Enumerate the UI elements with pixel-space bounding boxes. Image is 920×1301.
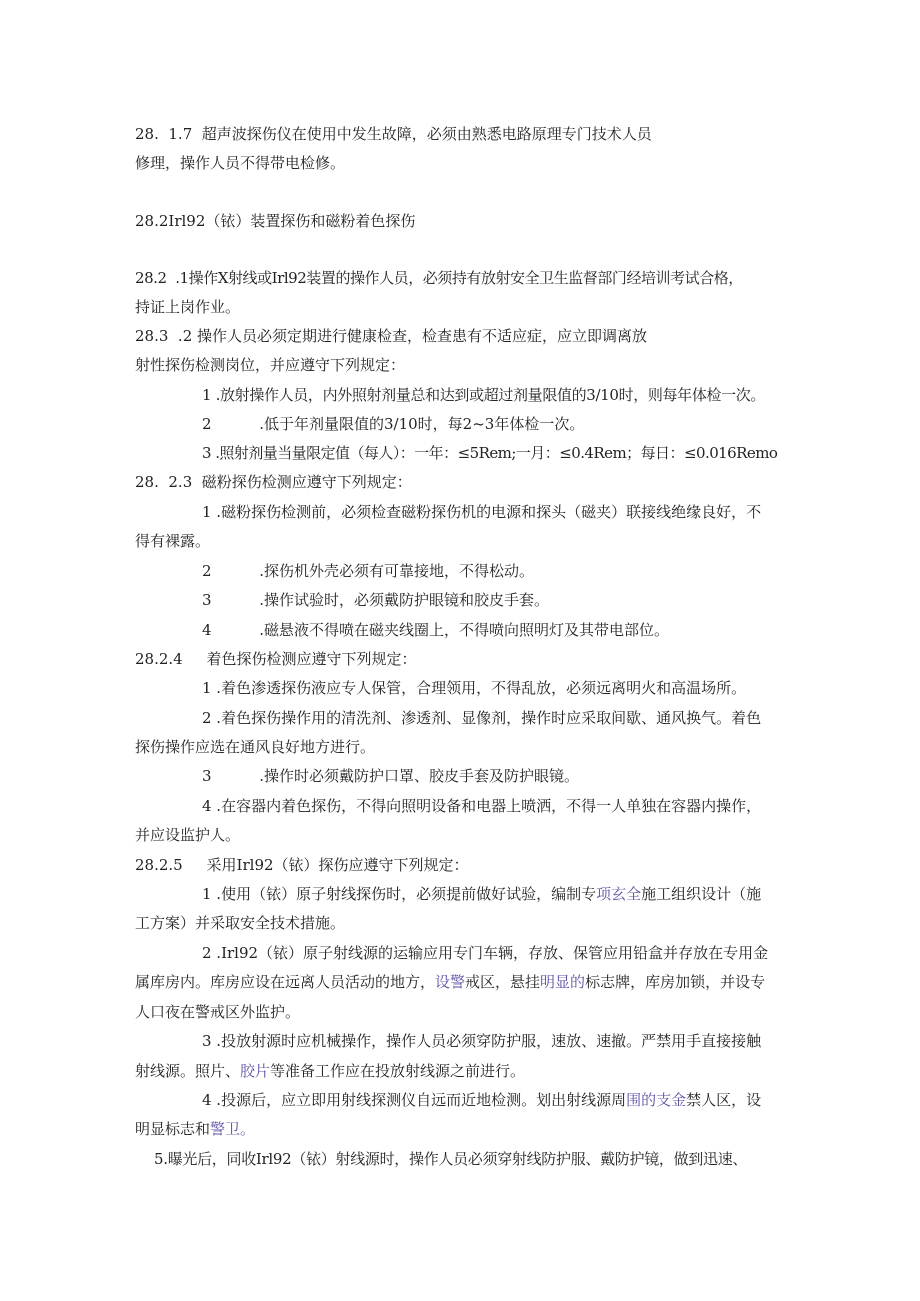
list-item: 3 .投放射源时应机械操作，操作人员必须穿防护服，速放、速撤。严禁用手直接接触 <box>202 1032 762 1050</box>
section-heading: 28. 2.3 磁粉探伤检测应遵守下列规定： <box>135 473 412 491</box>
section-heading: 28.2Irl92（铱）装置探伤和磁粉着色探伤 <box>135 212 416 230</box>
text-line: 工方案）并采取安全技术措施。 <box>135 914 346 932</box>
text-line: 28.2 .1操作X射线或Irl92装置的操作人员，必须持有放射安全卫生监督部门经培训考试合格， <box>135 269 743 287</box>
list-item: 1 .使用（铱）原子射线探伤时，必须提前做好试验，编制专项玄全施工组织设计（施 <box>202 885 762 903</box>
text-line: 得有裸露。 <box>135 532 211 550</box>
list-item: 2 .Irl92（铱）原子射线源的运输应用专门车辆，存放、保管应用铅盒并存放在专用金 <box>202 944 769 962</box>
list-item: 2 .着色探伤操作用的清洗剂、渗透剂、显像剂，操作时应采取间歇、通风换气。着色 <box>202 709 762 727</box>
text-line: 射性探伤检测岗位，并应遵守下列规定： <box>135 356 406 374</box>
list-item: 1 .磁粉探伤检测前，必须检查磁粉探伤机的电源和探头（磁夹）联接线绝缘良好，不 <box>202 503 762 521</box>
text-line: 28.3 .2 操作人员必须定期进行健康检查，检查患有不适应症，应立即调离放 <box>135 327 648 345</box>
text-line: 人口夜在警戒区外监护。 <box>135 1003 301 1021</box>
text-line: 28. 1.7 超声波探伤仪在使用中发生故障，必须由熟悉电路原理专门技术人员 <box>135 125 652 143</box>
text-line: 属库房内。库房应设在远离人员活动的地方，设警戒区，悬挂明显的标志牌，库房加锁，并设专 <box>135 973 766 991</box>
text-line: 并应设监护人。 <box>135 826 241 844</box>
text-line: 射线源。照片、胶片等准备工作应在投放射线源之前进行。 <box>135 1062 526 1080</box>
list-item: 4 .在容器内着色探伤，不得向照明设备和电器上喷洒，不得一人单独在容器内操作， <box>202 797 762 815</box>
list-item: 3 .照射剂量当量限定值（每人）：一年：≤5Rem;一月：≤0.4Rem；每日：≤0.016Remo <box>202 444 778 462</box>
list-item: 3 .操作试验时，必须戴防护眼镜和胶皮手套。 <box>202 591 549 609</box>
section-heading: 28.2.4 着色探伤检测应遵守下列规定： <box>135 650 417 668</box>
list-item: 2 .低于年剂量限值的3/10时，每2~3年体检一次。 <box>202 415 585 433</box>
list-item: 1 .着色渗透探伤液应专人保管，合理领用，不得乱放，必须远离明火和高温场所。 <box>202 679 747 697</box>
list-item: 5.曝光后，同收Irl92（铱）射线源时，操作人员必须穿射线防护服、戴防护镜，做到迅速、 <box>154 1150 748 1168</box>
list-item: 4 .磁悬液不得喷在磁夹线圈上，不得喷向照明灯及其带电部位。 <box>202 621 669 639</box>
list-item: 4 .投源后，应立即用射线探测仪自远而近地检测。划出射线源周围的支金禁人区，设 <box>202 1091 762 1109</box>
text-line: 明显标志和警卫。 <box>135 1120 256 1138</box>
text-line: 持证上岗作业。 <box>135 298 241 316</box>
list-item: 1 .放射操作人员，内外照射剂量总和达到或超过剂量限值的3/10时，则每年体检一次。 <box>202 386 766 404</box>
text-line: 探伤操作应选在通风良好地方进行。 <box>135 738 376 756</box>
text-line: 修理，操作人员不得带电检修。 <box>135 154 346 172</box>
list-item: 2 .探伤机外壳必须有可靠接地，不得松动。 <box>202 562 534 580</box>
list-item: 3 .操作时必须戴防护口罩、胶皮手套及防护眼镜。 <box>202 767 579 785</box>
section-heading: 28.2.5 采用Irl92（铱）探伤应遵守下列规定： <box>135 856 469 874</box>
